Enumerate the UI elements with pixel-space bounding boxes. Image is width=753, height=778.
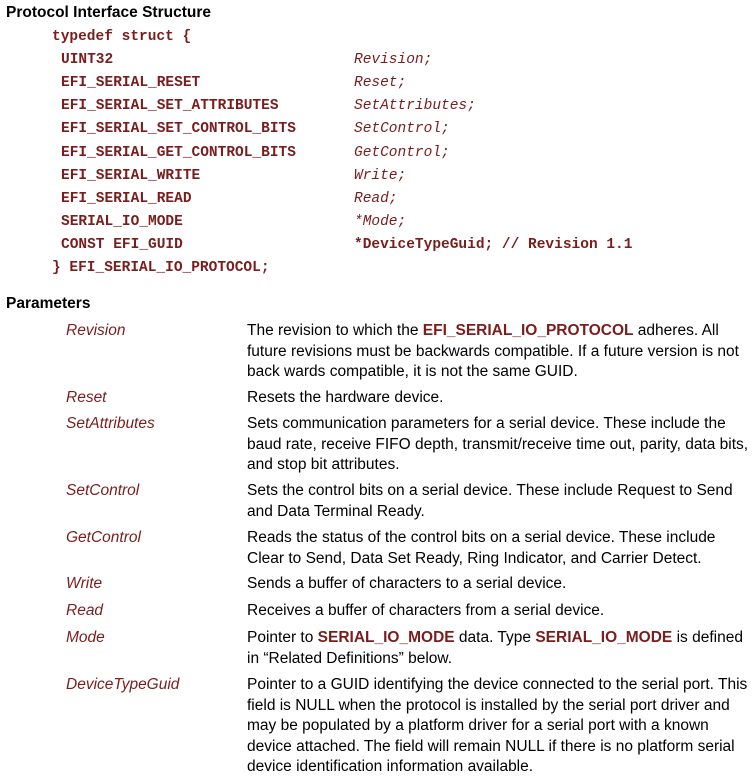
- code-field-type: EFI_SERIAL_WRITE: [61, 168, 201, 184]
- code-field-type: EFI_SERIAL_SET_ATTRIBUTES: [61, 98, 279, 114]
- param-name: DeviceTypeGuid: [66, 676, 180, 693]
- code-field-name: Read;: [354, 191, 398, 207]
- code-typedef-open: typedef struct {: [52, 29, 192, 45]
- code-typedef-close: } EFI_SERIAL_IO_PROTOCOL;: [52, 260, 270, 276]
- code-field-name: *DeviceTypeGuid; // Revision 1.1: [354, 237, 633, 253]
- param-name: Revision: [66, 322, 126, 339]
- param-description: Sends a buffer of characters to a serial device.: [247, 575, 567, 592]
- code-field-type: EFI_SERIAL_RESET: [61, 75, 201, 91]
- code-field-type: UINT32: [61, 52, 114, 68]
- code-field-name: Reset;: [354, 75, 407, 91]
- param-name: SetControl: [66, 482, 140, 499]
- param-description: Pointer to a GUID identifying the device connected to the serial port. This field is NULL when the protocol is installed by the serial port driver and may be populated by a platform driver for a serial port with a known device attached. The field will remain NULL if there is no platform serial device identification information available.: [247, 676, 748, 775]
- section-title-interface: Protocol Interface Structure: [6, 4, 211, 21]
- code-field-type: CONST EFI_GUID: [61, 237, 183, 253]
- code-field-name: Revision;: [354, 52, 433, 68]
- code-field-name: *Mode;: [354, 214, 407, 230]
- code-field-name: Write;: [354, 168, 407, 184]
- code-field-name: SetControl;: [354, 121, 450, 137]
- param-name: Mode: [66, 629, 105, 646]
- param-description: Reads the status of the control bits on a serial device. These include Clear to Send, Data Set Ready, Ring Indicator, and Carrier Detect.: [247, 529, 716, 567]
- param-name: Reset: [66, 389, 107, 406]
- param-description: The revision to which the EFI_SERIAL_IO_PROTOCOL adheres. All future revisions must be backwards compatible. If a future version is not back wards compatible, it is not the same GUID.: [247, 322, 739, 380]
- param-description: Resets the hardware device.: [247, 389, 444, 406]
- code-field-type: SERIAL_IO_MODE: [61, 214, 183, 230]
- param-description: Sets the control bits on a serial device. These include Request to Send and Data Terminal Ready.: [247, 482, 733, 520]
- code-field-type: EFI_SERIAL_READ: [61, 191, 192, 207]
- code-field-type: EFI_SERIAL_GET_CONTROL_BITS: [61, 145, 296, 161]
- param-name: Read: [66, 602, 104, 619]
- param-description: Receives a buffer of characters from a serial device.: [247, 602, 605, 619]
- param-name: SetAttributes: [66, 415, 155, 432]
- code-field-name: GetControl;: [354, 145, 450, 161]
- param-description: Pointer to SERIAL_IO_MODE data. Type SERIAL_IO_MODE is defined in “Related Definitions” below.: [247, 629, 743, 667]
- code-field-type: EFI_SERIAL_SET_CONTROL_BITS: [61, 121, 296, 137]
- code-field-name: SetAttributes;: [354, 98, 476, 114]
- param-name: Write: [66, 575, 103, 592]
- param-description: Sets communication parameters for a serial device. These include the baud rate, receive FIFO depth, transmit/receive time out, parity, data bits, and stop bit attributes.: [247, 415, 749, 473]
- section-title-parameters: Parameters: [6, 295, 91, 312]
- param-name: GetControl: [66, 529, 141, 546]
